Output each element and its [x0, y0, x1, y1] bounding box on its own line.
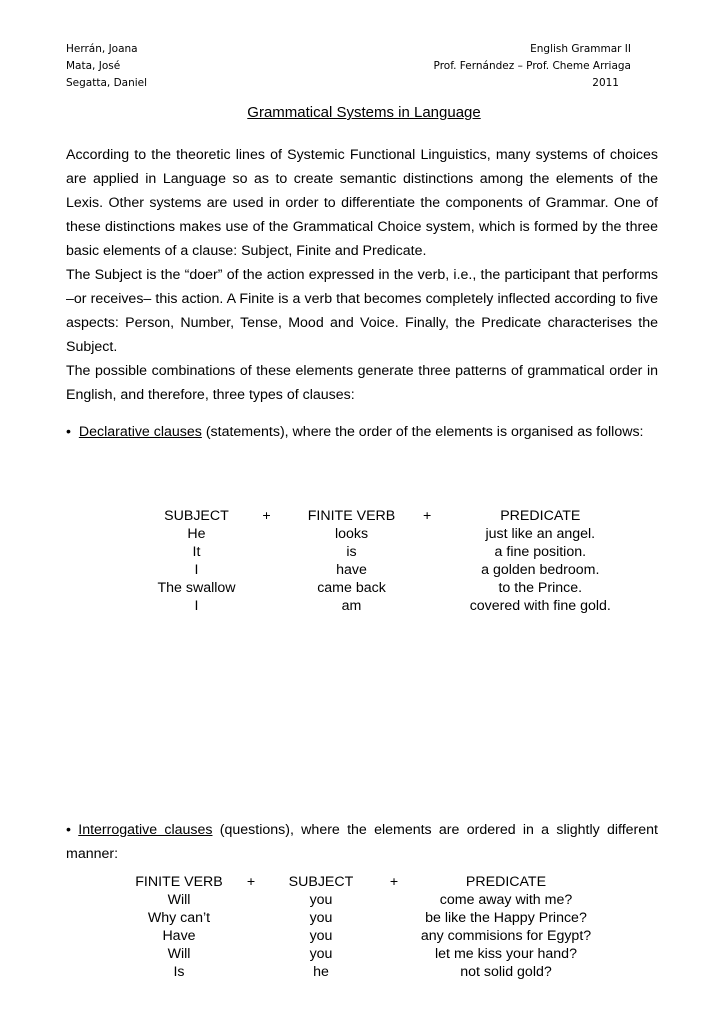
subject-cell: I	[194, 562, 199, 578]
subject-cell: you	[309, 946, 333, 962]
plus-sign: +	[423, 508, 432, 524]
verb-cell: looks	[334, 526, 369, 542]
subject-cell: The swallow	[157, 580, 236, 596]
column-header: PREDICATE	[465, 874, 547, 890]
verb-cell: is	[346, 544, 357, 560]
verb-cell: Is	[173, 964, 185, 980]
table-row	[140, 561, 649, 579]
year: 2011	[592, 77, 619, 89]
column-header: FINITE VERB	[135, 874, 223, 890]
predicate-cell: let me kiss your hand?	[435, 946, 577, 962]
bullet: •	[66, 822, 71, 838]
table-row	[140, 525, 649, 543]
author-names	[66, 41, 147, 92]
interrogative-table	[129, 873, 593, 981]
table-row	[140, 597, 649, 615]
intro-paragraph: According to the theoretic lines of Systemic Functional Linguistics, many systems of choices are applied in Language so as to create semantic distinctions among the elements of the Lexis. Other systems are used in order to differentiate the components of Grammar. One of these distinctions makes use of the Grammatical Choice system, which is formed by the three basic elements of a clause: Subject, Finite and Predicate.	[66, 147, 658, 259]
subject-cell: you	[309, 928, 333, 944]
intro-paragraph: The possible combinations of these elements generate three patterns of grammatical order in English, and therefore, three types of clauses:	[66, 363, 658, 403]
table-header-row	[140, 507, 649, 525]
verb-cell: came back	[317, 580, 386, 596]
author-name: Mata, José	[66, 60, 121, 72]
declarative-paragraph	[66, 420, 658, 444]
plus-sign: +	[246, 874, 256, 890]
intro-paragraph: The Subject is the “doer” of the action expressed in the verb, i.e., the participant that performs –or receives– this action. A Finite is a verb that becomes completely inflected according to five aspects: Person, Number, Tense, Mood and Voice. Finally, the Predicate characterises the Subject.	[66, 267, 658, 355]
table-row	[129, 945, 593, 963]
verb-cell: have	[336, 562, 367, 578]
table-row	[140, 543, 649, 561]
author-name: Herrán, Joana	[66, 43, 138, 55]
column-header: SUBJECT	[288, 874, 354, 890]
column-header: PREDICATE	[500, 508, 581, 524]
table-row	[129, 963, 593, 981]
column-header: SUBJECT	[164, 508, 229, 524]
plus-sign: +	[389, 874, 399, 890]
bullet: •	[66, 424, 71, 440]
declarative-description: (statements), where the order of the elements is organised as follows:	[205, 424, 644, 440]
subject-cell: It	[192, 544, 201, 560]
table-header-row	[129, 873, 593, 891]
predicate-cell: to the Prince.	[498, 580, 583, 596]
subject-cell: he	[313, 964, 329, 980]
course-name: English Grammar II	[530, 43, 631, 55]
declarative-term: Declarative clauses	[78, 424, 202, 440]
document-title: Grammatical Systems in Language	[247, 104, 481, 121]
interrogative-term: Interrogative clauses	[78, 822, 213, 838]
predicate-cell: come away with me?	[439, 892, 573, 908]
subject-cell: He	[187, 526, 206, 542]
author-name: Segatta, Daniel	[66, 77, 148, 89]
plus-sign: +	[262, 508, 271, 524]
verb-cell: Have	[162, 928, 196, 944]
interrogative-paragraph	[66, 818, 658, 866]
subject-cell: you	[309, 892, 333, 908]
professors: Prof. Fernández – Prof. Cheme Arriaga	[433, 60, 631, 72]
column-header: FINITE VERB	[307, 508, 396, 524]
verb-cell: Will	[167, 892, 191, 908]
table-row	[129, 891, 593, 909]
predicate-cell: a golden bedroom.	[481, 562, 600, 578]
verb-cell: am	[341, 598, 362, 614]
predicate-cell: covered with fine gold.	[469, 598, 611, 614]
verb-cell: Will	[167, 946, 191, 962]
table-row	[140, 579, 649, 597]
predicate-cell: just like an angel.	[485, 526, 596, 542]
interrogative-description: (questions), where the elements are ordered in a slightly different manner:	[66, 822, 658, 862]
verb-cell: Why can’t	[147, 910, 211, 926]
subject-cell: you	[309, 910, 333, 926]
predicate-cell: a fine position.	[494, 544, 587, 560]
predicate-cell: not solid gold?	[460, 964, 552, 980]
intro-section	[66, 143, 658, 407]
course-info	[434, 41, 631, 92]
declarative-table	[140, 507, 649, 615]
table-row	[129, 909, 593, 927]
table-row	[129, 927, 593, 945]
subject-cell: I	[194, 598, 199, 614]
predicate-cell: any commisions for Egypt?	[420, 928, 592, 944]
predicate-cell: be like the Happy Prince?	[425, 910, 587, 926]
